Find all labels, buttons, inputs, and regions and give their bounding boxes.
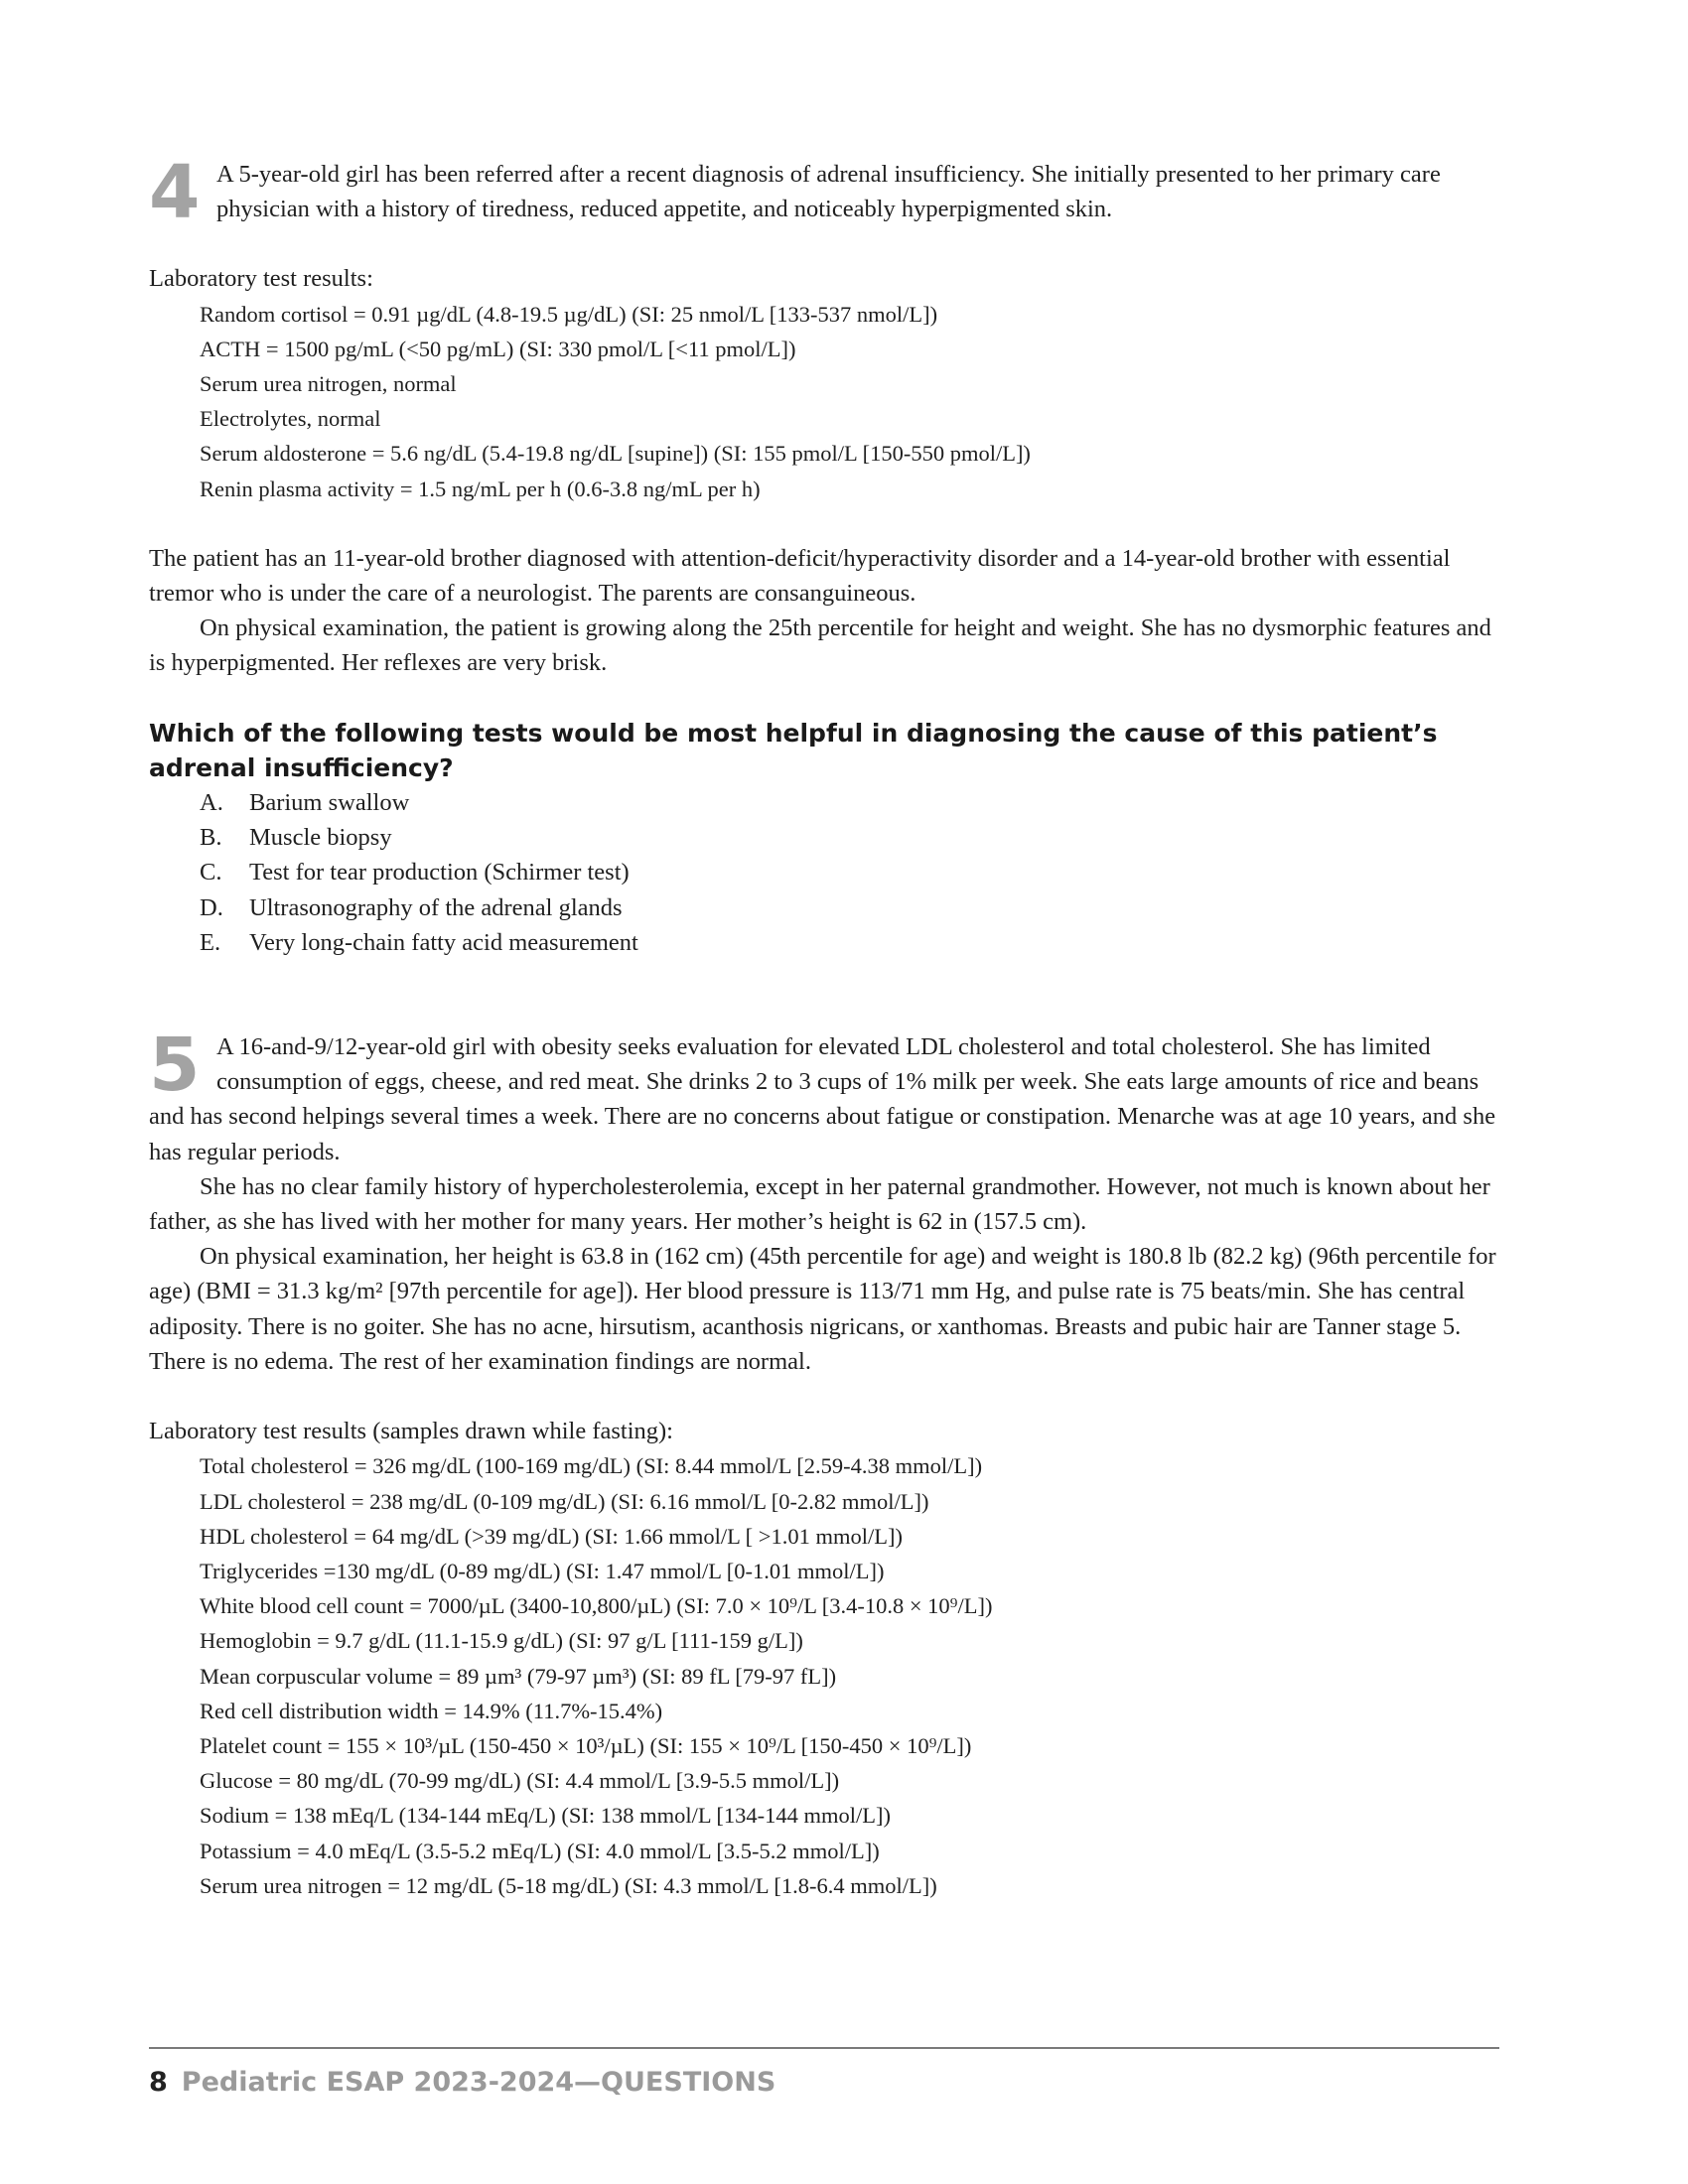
- question-number: 5: [149, 1023, 201, 1109]
- lab-result: Serum urea nitrogen = 12 mg/dL (5-18 mg/dL) (SI: 4.3 mmol/L [1.8-6.4 mmol/L]): [200, 1872, 937, 1898]
- answer-options: [149, 785, 1499, 960]
- lab-result: Potassium = 4.0 mEq/L (3.5-5.2 mEq/L) (SI: 4.0 mmol/L [3.5-5.2 mmol/L]): [200, 1838, 880, 1863]
- exam-paragraph: On physical examination, her height is 63.8 in (162 cm) (45th percentile for age) and weight is 180.8 lb (82.2 kg) (96th percentile for age) (BMI = 31.3 kg/m² [97th percentile for age]). Her blood pressure is 113/71 mm Hg, and pulse rate is 75 beats/min. She has central adiposity. There is no goiter. She has no acne, hirsutism, acanthosis nigricans, or xanthomas. Breasts and pubic hair are Tanner stage 5. There is no edema. The rest of her examination findings are normal.: [149, 1243, 1496, 1375]
- document-page: [149, 150, 1499, 1903]
- lab-result: Random cortisol = 0.91 µg/dL (4.8-19.5 µg/dL) (SI: 25 nmol/L [133-537 nmol/L]): [200, 301, 938, 327]
- answer-option[interactable]: [200, 785, 1499, 820]
- answer-option[interactable]: [200, 925, 1499, 960]
- option-letter: D.: [200, 893, 223, 921]
- page-footer: [149, 2067, 775, 2098]
- lab-result: Red cell distribution width = 14.9% (11.7%-15.4%): [200, 1698, 663, 1723]
- lab-result: Renin plasma activity = 1.5 ng/mL per h (0.6-3.8 ng/mL per h): [200, 476, 761, 501]
- lab-result: Platelet count = 155 × 10³/µL (150-450 × 10³/µL) (SI: 155 × 10⁹/L [150-450 × 10⁹/L]): [200, 1732, 972, 1758]
- option-text: Test for tear production (Schirmer test): [249, 859, 630, 887]
- lab-result: ACTH = 1500 pg/mL (<50 pg/mL) (SI: 330 pmol/L [<11 pmol/L]): [200, 336, 796, 361]
- lab-result: Total cholesterol = 326 mg/dL (100-169 mg/dL) (SI: 8.44 mmol/L [2.59-4.38 mmol/L]): [200, 1453, 983, 1479]
- family-history-paragraph: She has no clear family history of hypercholesterolemia, except in her paternal grandmother. However, not much is known about her father, as she has lived with her mother for many years. Her mother’s height is 62 in (157.5 cm).: [149, 1172, 1490, 1236]
- lab-result: Sodium = 138 mEq/L (134-144 mEq/L) (SI: 138 mmol/L [134-144 mmol/L]): [200, 1803, 891, 1829]
- option-text: Barium swallow: [249, 789, 410, 817]
- lab-result: LDL cholesterol = 238 mg/dL (0-109 mg/dL) (SI: 6.16 mmol/L [0-2.82 mmol/L]): [200, 1488, 929, 1514]
- running-title: Pediatric ESAP 2023-2024—QUESTIONS: [181, 2067, 776, 2098]
- question-5: [149, 1023, 1499, 1903]
- lab-result: Hemoglobin = 9.7 g/dL (11.1-15.9 g/dL) (SI: 97 g/L [111-159 g/L]): [200, 1628, 803, 1654]
- lab-results-list: [149, 297, 1499, 506]
- lab-results-title: Laboratory test results:: [149, 265, 373, 293]
- question-intro: A 5-year-old girl has been referred after a recent diagnosis of adrenal insufficiency. She initially presented to her primary care physician with a history of tiredness, reduced appetite, and noticeably hyperpigmented skin.: [216, 161, 1441, 223]
- history-paragraph: The patient has an 11-year-old brother diagnosed with attention-deficit/hyperactivity disorder and a 14-year-old brother with essential tremor who is under the care of a neurologist. The parents are consanguineous.: [149, 544, 1451, 608]
- lab-result: Electrolytes, normal: [200, 406, 381, 432]
- question-number: 4: [149, 150, 201, 235]
- option-letter: B.: [200, 824, 222, 852]
- lab-result: HDL cholesterol = 64 mg/dL (>39 mg/dL) (SI: 1.66 mmol/L [ >1.01 mmol/L]): [200, 1523, 903, 1549]
- answer-option[interactable]: [200, 890, 1499, 925]
- lab-result: Glucose = 80 mg/dL (70-99 mg/dL) (SI: 4.4 mmol/L [3.9-5.5 mmol/L]): [200, 1768, 840, 1794]
- page-number: 8: [149, 2067, 168, 2098]
- option-letter: C.: [200, 859, 222, 887]
- question-intro: A 16-and-9/12-year-old girl with obesity seeks evaluation for elevated LDL cholesterol and total cholesterol. She has limited consumption of eggs, cheese, and red meat. She drinks 2 to 3 cups of 1% milk per week. She eats large amounts of rice and beans and has second helpings several times a week. There are no concerns about fatigue or constipation. Menarche was at age 10 years, and she has regular periods.: [149, 1033, 1496, 1165]
- option-text: Ultrasonography of the adrenal glands: [249, 893, 623, 921]
- lab-results-title: Laboratory test results (samples drawn while fasting):: [149, 1418, 673, 1445]
- lab-result: Mean corpuscular volume = 89 µm³ (79-97 µm³) (SI: 89 fL [79-97 fL]): [200, 1663, 837, 1689]
- lab-result: Triglycerides =130 mg/dL (0-89 mg/dL) (SI: 1.47 mmol/L [0-1.01 mmol/L]): [200, 1558, 885, 1583]
- answer-option[interactable]: [200, 855, 1499, 889]
- lab-result: Serum urea nitrogen, normal: [200, 371, 457, 397]
- option-letter: E.: [200, 928, 221, 956]
- footer-divider: [149, 2047, 1499, 2049]
- question-stem: Which of the following tests would be most helpful in diagnosing the cause of this patient’s adrenal insufficiency?: [149, 718, 1438, 782]
- option-text: Very long-chain fatty acid measurement: [249, 928, 638, 956]
- question-4: [149, 150, 1499, 960]
- lab-result: Serum aldosterone = 5.6 ng/dL (5.4-19.8 ng/dL [supine]) (SI: 155 pmol/L [150-550 pmol/L]): [200, 441, 1031, 467]
- lab-results-list: [149, 1448, 1499, 1903]
- lab-result: White blood cell count = 7000/µL (3400-10,800/µL) (SI: 7.0 × 10⁹/L [3.4-10.8 × 10⁹/L]): [200, 1593, 993, 1619]
- option-text: Muscle biopsy: [249, 824, 392, 852]
- answer-option[interactable]: [200, 820, 1499, 855]
- option-letter: A.: [200, 789, 223, 817]
- exam-paragraph: On physical examination, the patient is growing along the 25th percentile for height and weight. She has no dysmorphic features and is hyperpigmented. Her reflexes are very brisk.: [149, 614, 1491, 677]
